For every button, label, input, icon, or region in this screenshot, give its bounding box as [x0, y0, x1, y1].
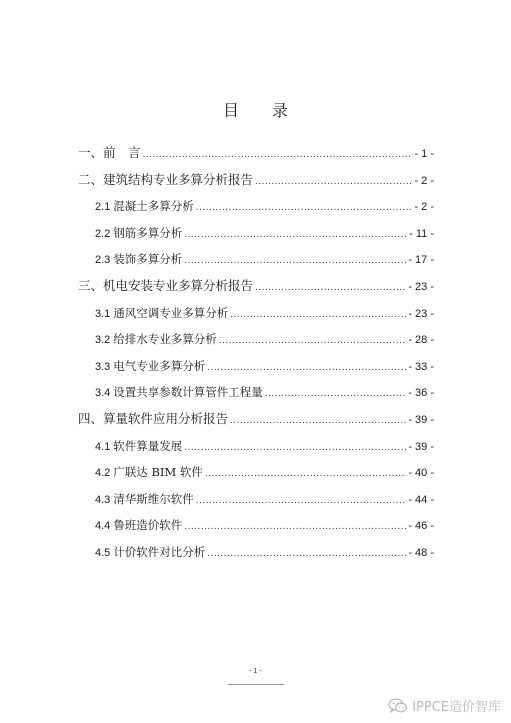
wechat-icon [388, 698, 408, 714]
toc-leader-dots [255, 169, 412, 196]
toc-entry[interactable] [78, 167, 434, 194]
toc-entry[interactable] [78, 512, 434, 539]
toc-entry[interactable] [78, 539, 434, 566]
toc-leader-dots [196, 195, 413, 222]
toc-entry[interactable] [78, 433, 434, 460]
toc-entry-number: 4.3 [95, 493, 111, 506]
toc-leader-dots [196, 488, 407, 515]
toc-entry[interactable] [78, 326, 434, 353]
toc-entry-number: 4.2 [95, 467, 111, 480]
toc-title: 目 录 [222, 101, 303, 120]
toc-entry[interactable] [78, 486, 434, 513]
table-of-contents [78, 140, 434, 566]
toc-leader-dots [184, 248, 406, 275]
toc-entry-page: - 17 - [408, 254, 434, 267]
toc-entry[interactable] [78, 220, 434, 247]
toc-entry-label: 装饰多算分析 [113, 252, 183, 267]
toc-entry-page: - 39 - [408, 440, 434, 453]
toc-entry-label: 一、前 言 [78, 145, 141, 160]
toc-entry-label: 三、机电安装专业多算分析报告 [78, 277, 254, 293]
toc-entry-label: 二、建筑结构专业多算分析报告 [78, 171, 254, 187]
toc-entry-label: 钢筋多算分析 [113, 225, 183, 240]
toc-entry-label: 鲁班造价软件 [113, 518, 183, 533]
footer-divider [228, 684, 284, 685]
toc-leader-dots [207, 541, 406, 568]
toc-entry-page: - 11 - [409, 227, 434, 240]
toc-leader-dots [143, 142, 413, 169]
toc-leader-dots [184, 514, 406, 541]
toc-entry-number: 2.3 [95, 254, 111, 267]
toc-entry-page: - 23 - [408, 280, 434, 293]
toc-entry-page: - 44 - [408, 493, 434, 506]
toc-entry-page: - 39 - [408, 413, 434, 426]
toc-entry-label: 给排水专业多算分析 [113, 332, 217, 347]
toc-entry-label: 混凝土多算分析 [113, 199, 194, 214]
toc-entry-page: - 23 - [408, 307, 434, 320]
toc-entry-label: 四、算量软件应用分析报告 [78, 410, 229, 426]
toc-leader-dots [255, 275, 406, 302]
watermark [388, 696, 501, 715]
toc-entry[interactable] [78, 140, 434, 167]
toc-entry[interactable] [78, 353, 434, 380]
toc-entry-number: 2.2 [95, 227, 111, 240]
toc-entry-page: - 48 - [408, 546, 434, 559]
toc-entry-page: - 2 - [414, 174, 434, 187]
toc-entry-number: 4.1 [95, 440, 111, 453]
watermark-text: IPPCE造价智库 [412, 700, 501, 715]
toc-entry-label: 电气专业多算分析 [113, 358, 206, 373]
toc-leader-dots [219, 328, 407, 355]
toc-entry-number: 4.5 [95, 546, 111, 559]
toc-entry[interactable] [78, 273, 434, 300]
toc-entry[interactable] [78, 300, 434, 327]
toc-leader-dots [207, 355, 406, 382]
toc-entry-page: - 33 - [408, 360, 434, 373]
toc-entry-page: - 36 - [408, 387, 434, 400]
toc-leader-dots [205, 461, 406, 488]
toc-entry[interactable] [78, 459, 434, 486]
toc-entry[interactable] [78, 406, 434, 433]
toc-entry-page: - 28 - [408, 334, 434, 347]
toc-entry-number: 3.1 [95, 307, 111, 320]
toc-entry-label: 清华斯维尔软件 [113, 491, 194, 506]
toc-entry-number: 3.2 [95, 334, 111, 347]
toc-entry-label: 广联达 BIM 软件 [113, 465, 203, 480]
toc-entry-label: 计价软件对比分析 [113, 544, 206, 559]
toc-leader-dots [184, 222, 407, 249]
toc-entry-page: - 46 - [408, 520, 434, 533]
toc-entry-label: 通风空调专业多算分析 [113, 305, 229, 320]
toc-entry[interactable] [78, 379, 434, 406]
toc-entry-page: - 1 - [414, 148, 434, 160]
toc-entry-label: 设置共享参数计算管件工程量 [113, 385, 263, 400]
toc-entry[interactable] [78, 193, 434, 220]
toc-entry[interactable] [78, 246, 434, 273]
toc-leader-dots [265, 381, 407, 408]
toc-entry-page: - 2 - [414, 201, 434, 214]
toc-leader-dots [184, 435, 406, 462]
toc-entry-page: - 40 - [408, 467, 434, 480]
toc-leader-dots [230, 408, 406, 435]
toc-leader-dots [230, 302, 406, 329]
toc-entry-number: 4.4 [95, 520, 111, 533]
toc-entry-number: 3.4 [95, 387, 111, 400]
toc-entry-number: 3.3 [95, 360, 111, 373]
toc-entry-number: 2.1 [95, 201, 111, 214]
toc-entry-label: 软件算量发展 [113, 438, 183, 453]
footer-page-number: - 1 - [249, 668, 262, 675]
